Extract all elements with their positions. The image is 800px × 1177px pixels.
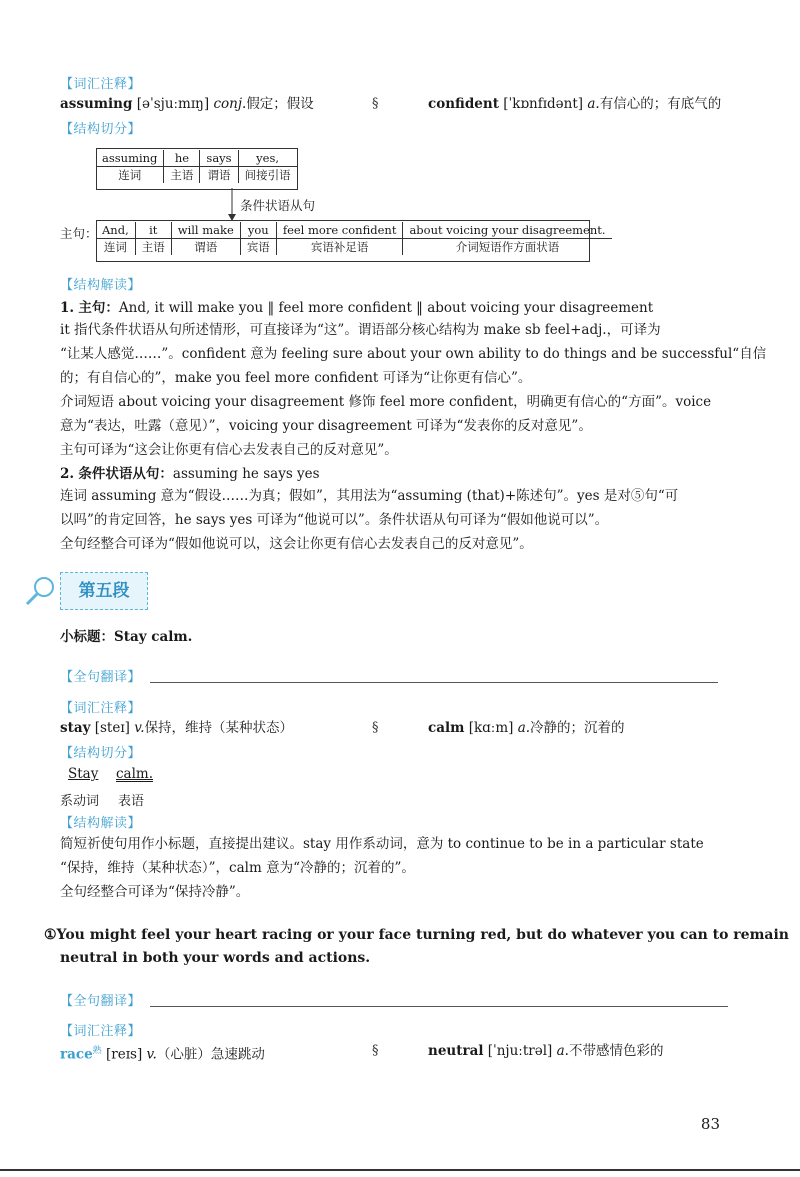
segment-word: he	[164, 150, 200, 167]
arrow-label: 条件状语从句	[240, 198, 316, 213]
paragraph-main-3: 主句可译为“这会让你更有信心去发表自己的反对意见”。	[60, 442, 398, 458]
paragraph-condition-2: 全句经整合可译为“假如他说可以，这会让你更有信心去发表自己的反对意见”。	[60, 536, 533, 552]
vocab-word: confident	[428, 96, 499, 112]
segment-word: will make	[171, 222, 240, 239]
vocab-pos: conj.	[213, 96, 247, 112]
vocab-entry-assuming	[60, 95, 314, 113]
segment-word: Stay	[68, 766, 99, 782]
para-line: 介词短语 about voicing your disagreement 修饰 feel more confident，明确更有信心的“方面”。voice	[60, 394, 712, 410]
down-arrow-icon	[225, 188, 239, 222]
vocab-entry-race	[60, 1042, 265, 1064]
heading-sentence: assuming he says yes	[172, 466, 320, 482]
vocab-entry-neutral	[428, 1042, 663, 1060]
translation-blank[interactable]	[150, 682, 718, 683]
paragraph-section-1	[60, 832, 704, 880]
vocab-phonetic: [reɪs]	[105, 1046, 143, 1063]
heading-number: 2.	[60, 466, 75, 482]
bottom-rule	[0, 1169, 800, 1171]
magnifier-icon	[24, 574, 58, 608]
segment-word: yes,	[238, 150, 297, 167]
segment-word: says	[200, 150, 238, 167]
vocab-pos: a.	[556, 1043, 569, 1059]
heading-condition-clause	[60, 465, 320, 483]
vocab-word: calm	[428, 720, 465, 736]
segment-role: 谓语	[200, 167, 238, 184]
vocab-pos: v.	[134, 720, 145, 736]
segment-role: 介词短语作方面状语	[403, 239, 612, 256]
vocab-def: 有信心的；有底气的	[599, 96, 722, 112]
paragraph-main-2	[60, 390, 711, 438]
analysis-tag: 【结构解读】	[60, 816, 142, 831]
analysis-tag: 【结构解读】	[60, 278, 142, 293]
translation-blank[interactable]	[150, 1006, 728, 1007]
segment-word: assuming	[96, 150, 164, 167]
vocab-entry-confident	[428, 95, 721, 113]
split-word-stay	[68, 766, 98, 782]
para-line: “保持，维持（某种状态）”，calm 意为“冷静的；沉着的”。	[60, 860, 415, 876]
split-word-calm	[116, 766, 153, 782]
vocab-entry-calm	[428, 719, 625, 737]
para-line: 以吗”的肯定回答，he says yes 可译为“他说可以”。条件状语从句可译为“假如他说可以”。	[60, 512, 609, 528]
paragraph-condition-1	[60, 484, 678, 532]
vocab-phonetic: [steɪ]	[94, 720, 130, 736]
translation-tag: 【全句翻译】	[60, 670, 142, 685]
vocab-word: stay	[60, 720, 91, 736]
section-title: 第五段	[60, 572, 148, 610]
para-line: “让某人感觉……”。confident 意为 feeling sure about your own ability to do things and be successful“自信	[60, 346, 767, 362]
vocab-phonetic: [kɑːm]	[468, 720, 514, 736]
segment-role: 连词	[118, 168, 142, 182]
segment-role: 主语	[135, 239, 171, 256]
vocab-word: race	[60, 1046, 93, 1063]
vocab-word: neutral	[428, 1043, 484, 1059]
para-line: it 指代条件状语从句所述情形，可直接译为“这”。谓语部分核心结构为 make sb feel+adj.，可译为	[60, 322, 661, 338]
clause-segmentation	[96, 150, 297, 183]
vocab-def: 假定；假设	[246, 96, 314, 112]
vocab-def: 保持，维持（某种状态）	[144, 720, 294, 736]
translation-tag: 【全句翻译】	[60, 994, 142, 1009]
para-line: 连词 assuming 意为“假设……为真；假如”，其用法为“assuming (that)+陈述句”。yes 是对⑤句“可	[60, 488, 679, 504]
paragraph-section-2: 全句经整合可译为“保持冷静”。	[60, 884, 250, 900]
segment-word: calm.	[116, 766, 154, 782]
segment-role: 谓语	[171, 239, 240, 256]
segment-word: about voicing your disagreement.	[403, 222, 612, 239]
segment-role: 间接引语	[238, 167, 297, 184]
struct-tag: 【结构切分】	[60, 122, 142, 137]
vocab-pos: v.	[146, 1046, 157, 1063]
para-line: 意为“表达，吐露（意见）”，voicing your disagreement 可译为“发表你的反对意见”。	[60, 418, 592, 434]
sentence-1-line-1: ①You might feel your heart racing or your face turning red, but do whatever you can to remain	[44, 927, 789, 943]
vocab-def: （心脏）急速跳动	[156, 1046, 265, 1063]
heading-title: 条件状语从句：	[78, 466, 173, 482]
section-subtitle: 小标题：Stay calm.	[60, 629, 193, 645]
vocab-pos: a.	[517, 720, 531, 736]
main-clause-segmentation	[96, 222, 612, 255]
heading-sentence: And, it will make you ‖ feel more confident ‖ about voicing your disagreement	[118, 300, 654, 316]
vocab-tag: 【词汇注释】	[60, 77, 142, 92]
divider-symbol-icon: §	[372, 720, 379, 735]
heading-title: 主句：	[78, 300, 119, 316]
segment-role: 主语	[164, 167, 200, 184]
vocab-phonetic: [ˈkɒnfɪdənt]	[503, 96, 584, 112]
vocab-def: 不带感情色彩的	[568, 1043, 664, 1059]
divider-symbol-icon: §	[372, 1043, 379, 1058]
segment-word: And,	[96, 222, 135, 239]
segment-word: feel more confident	[276, 222, 403, 239]
vocab-def: 冷静的；沉着的	[530, 720, 625, 736]
vocab-word: assuming	[60, 96, 133, 112]
para-line: 简短祈使句用作小标题，直接提出建议。stay 用作系动词，意为 to continue to be in a particular state	[60, 836, 704, 852]
vocab-tag: 【词汇注释】	[60, 701, 142, 716]
vocab-phonetic: [ˈnjuːtrəl]	[487, 1043, 553, 1059]
segment-word: you	[240, 222, 276, 239]
split-role-2: 表语	[118, 794, 145, 809]
vocab-phonetic: [əˈsjuːmɪŋ]	[136, 96, 210, 112]
main-clause-label: 主句：	[60, 226, 98, 241]
split-role-1: 系动词	[60, 794, 100, 809]
page-number: 83	[700, 1115, 720, 1133]
vocab-pos: a.	[587, 96, 600, 112]
divider-symbol-icon: §	[372, 96, 379, 111]
para-line: 的；有自信心的”，make you feel more confident 可译为“让你更有信心”。	[60, 370, 532, 386]
vocab-tag: 【词汇注释】	[60, 1024, 142, 1039]
paragraph-main-1	[60, 318, 766, 390]
segment-word: it	[135, 222, 171, 239]
vocab-entry-stay	[60, 719, 293, 737]
heading-main-clause	[60, 299, 653, 317]
struct-tag: 【结构切分】	[60, 746, 142, 761]
segment-role: 宾语补足语	[276, 239, 403, 256]
sentence-1-line-2: neutral in both your words and actions.	[60, 950, 371, 966]
familiar-badge: 熟	[92, 1046, 102, 1056]
heading-number: 1.	[60, 300, 75, 316]
segment-role: 宾语	[240, 239, 276, 256]
segment-role: 连词	[103, 240, 127, 254]
